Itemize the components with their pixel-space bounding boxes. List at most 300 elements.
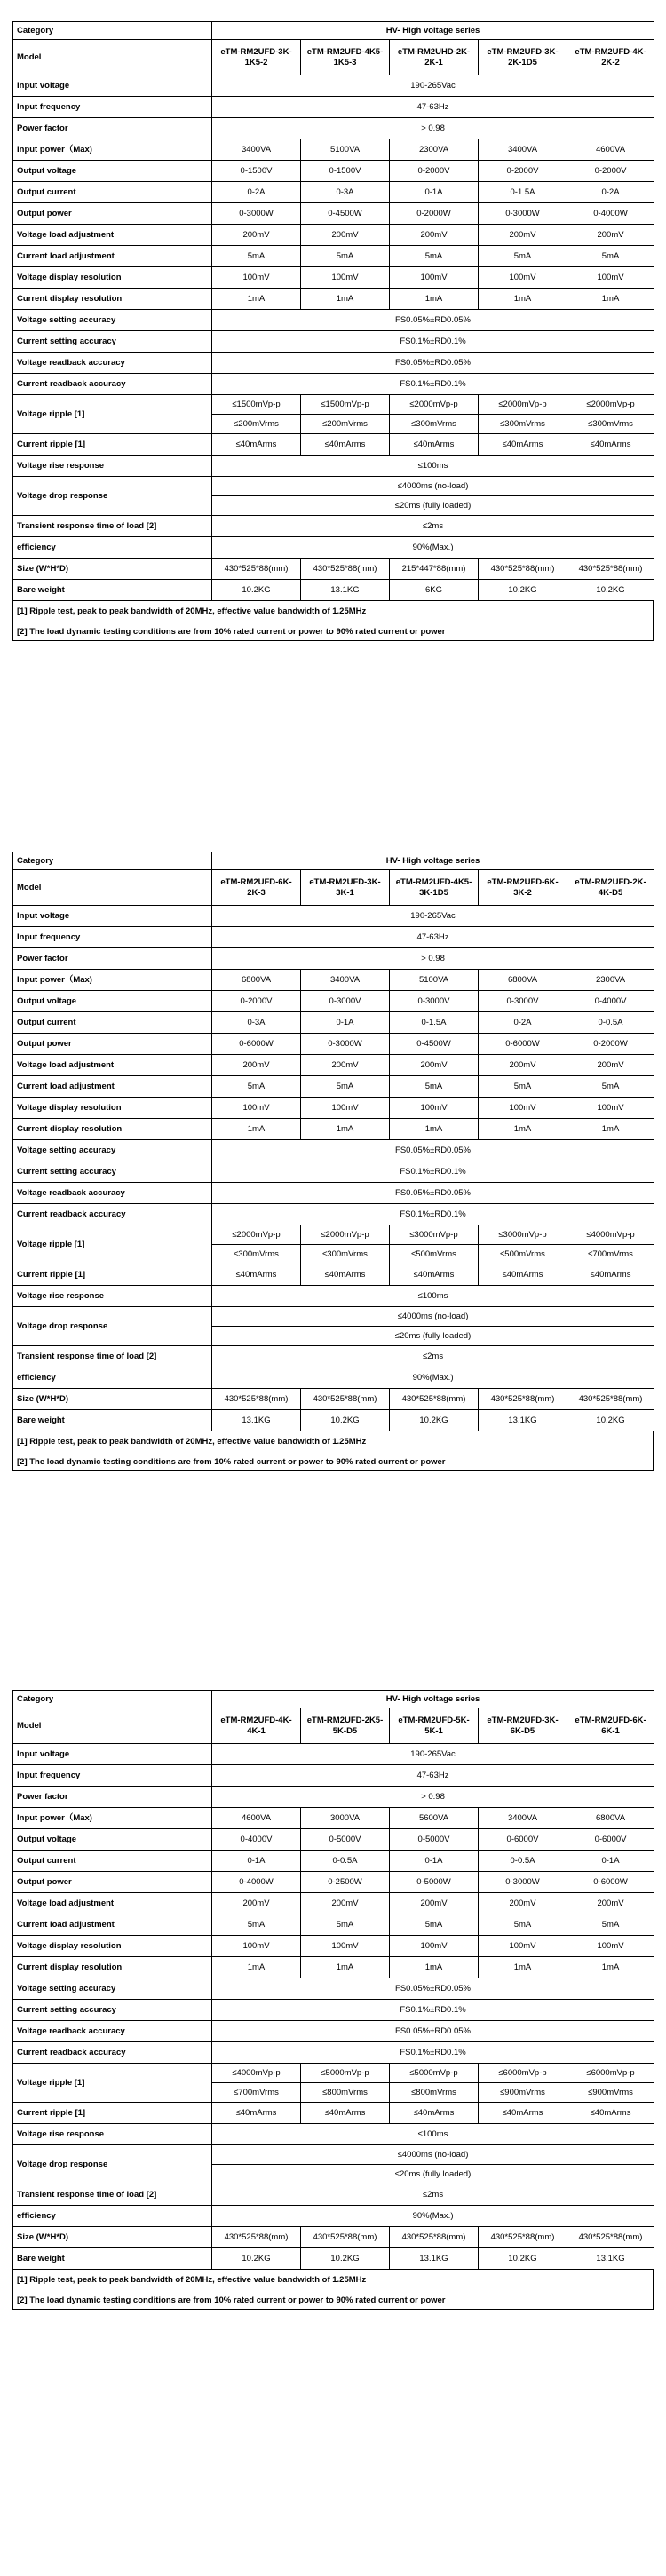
spec-value: 10.2KG <box>390 1410 479 1431</box>
spec-table <box>12 852 654 1431</box>
spec-value: ≤800mVrms <box>390 2083 479 2103</box>
spec-value-merged: FS0.05%±RD0.05% <box>212 2021 654 2042</box>
spec-value: 5mA <box>567 1914 654 1936</box>
spec-value: 1mA <box>390 1119 479 1140</box>
spec-value: 100mV <box>212 267 301 289</box>
spec-row <box>13 1076 654 1098</box>
model-name: eTM-RM2UFD-3K-1K5-2 <box>212 40 301 75</box>
spec-label: Output voltage <box>13 161 212 182</box>
spec-label: Input power（Max) <box>13 139 212 161</box>
spec-value: ≤300mVrms <box>567 415 654 434</box>
spec-label: Current display resolution <box>13 1119 212 1140</box>
spec-value: ≤40mArms <box>212 1264 301 1286</box>
spec-value: 100mV <box>567 1936 654 1957</box>
spec-row <box>13 1140 654 1161</box>
footnote: [2] The load dynamic testing conditions are from 10% rated current or power to 90% rated current or power <box>17 627 446 637</box>
spec-value: ≤300mVrms <box>479 415 567 434</box>
spec-label: Current ripple [1] <box>13 2103 212 2124</box>
spec-row <box>13 1389 654 1410</box>
spec-label: Input voltage <box>13 75 212 97</box>
spec-value-merged: 47-63Hz <box>212 97 654 118</box>
spec-value: 430*525*88(mm) <box>479 559 567 580</box>
spec-row <box>13 331 654 353</box>
spec-value: 0-0.5A <box>301 1851 390 1872</box>
spec-table <box>12 1690 654 2270</box>
spec-value: 100mV <box>390 267 479 289</box>
spec-value: 1mA <box>390 1957 479 1978</box>
spec-value: 2300VA <box>390 139 479 161</box>
spec-label: Bare weight <box>13 1410 212 1431</box>
footnotes <box>12 601 654 641</box>
spec-value: ≤40mArms <box>567 2103 654 2124</box>
spec-table-block <box>12 1690 654 2310</box>
spec-label: Current setting accuracy <box>13 1161 212 1183</box>
spec-value: 3400VA <box>301 970 390 991</box>
spec-value-merged: ≤4000ms (no-load) <box>212 1307 654 1327</box>
spec-value: ≤40mArms <box>212 2103 301 2124</box>
spec-value: 200mV <box>479 1055 567 1076</box>
spec-value: ≤700mVrms <box>212 2083 301 2103</box>
spec-value: 200mV <box>301 225 390 246</box>
spec-value: ≤40mArms <box>301 1264 390 1286</box>
spec-label: Size (W*H*D) <box>13 559 212 580</box>
spec-value: 0-6000V <box>479 1829 567 1851</box>
spec-value: 5mA <box>479 1914 567 1936</box>
spec-value-merged: > 0.98 <box>212 948 654 970</box>
spec-row <box>13 1264 654 1286</box>
footnote: [1] Ripple test, peak to peak bandwidth of 20MHz, effective value bandwidth of 1.25MHz <box>17 2275 367 2285</box>
spec-value: 0-2000W <box>390 203 479 225</box>
spec-value: 0-1A <box>567 1851 654 1872</box>
spec-value: 5100VA <box>301 139 390 161</box>
model-name: eTM-RM2UFD-5K-5K-1 <box>390 1708 479 1744</box>
spec-value: 5mA <box>212 246 301 267</box>
spec-value: 5mA <box>479 1076 567 1098</box>
spec-value: 0-1500V <box>301 161 390 182</box>
spec-value: 1mA <box>212 1957 301 1978</box>
spec-value: 5100VA <box>390 970 479 991</box>
spec-value: 5mA <box>390 1914 479 1936</box>
spec-value: 0-1A <box>212 1851 301 1872</box>
spec-row <box>13 559 654 580</box>
spec-value: 10.2KG <box>479 580 567 601</box>
spec-value: ≤500mVrms <box>390 1245 479 1264</box>
spec-value: 0-4000W <box>212 1872 301 1893</box>
spec-value: ≤200mVrms <box>301 415 390 434</box>
spec-value: ≤2000mVp-p <box>479 395 567 415</box>
spec-value: 0-3000W <box>479 203 567 225</box>
spec-label: Voltage rise response <box>13 2124 212 2145</box>
spec-value: 13.1KG <box>301 580 390 601</box>
spec-value: 4600VA <box>567 139 654 161</box>
spec-value-merged: ≤20ms (fully loaded) <box>212 2165 654 2184</box>
spec-value: ≤40mArms <box>567 434 654 456</box>
spec-row <box>13 1851 654 1872</box>
spec-value: ≤40mArms <box>479 2103 567 2124</box>
spec-value: 13.1KG <box>567 2248 654 2270</box>
spec-row <box>13 1119 654 1140</box>
spec-value: 3400VA <box>212 139 301 161</box>
spec-label: Voltage rise response <box>13 1286 212 1307</box>
spec-value-merged: 190-265Vac <box>212 75 654 97</box>
spec-label: Output voltage <box>13 991 212 1012</box>
spec-row <box>13 1204 654 1225</box>
spec-label: Bare weight <box>13 580 212 601</box>
spec-row <box>13 1225 654 1245</box>
spec-row <box>13 2103 654 2124</box>
spec-row <box>13 1183 654 1204</box>
spec-row <box>13 1161 654 1183</box>
spec-value: 1mA <box>479 1957 567 1978</box>
spec-row <box>13 2124 654 2145</box>
header-row <box>13 22 654 40</box>
spec-row <box>13 139 654 161</box>
spec-row <box>13 1055 654 1076</box>
spec-value: ≤4000mVp-p <box>567 1225 654 1245</box>
spec-value: ≤200mVrms <box>212 415 301 434</box>
spec-label: Voltage ripple [1] <box>13 2064 212 2103</box>
spec-value: 430*525*88(mm) <box>301 2227 390 2248</box>
spec-value: 200mV <box>212 225 301 246</box>
spec-row <box>13 2184 654 2206</box>
spec-row <box>13 1914 654 1936</box>
spec-value: 200mV <box>567 1055 654 1076</box>
spec-value: 0-5000V <box>301 1829 390 1851</box>
spec-row <box>13 1829 654 1851</box>
spec-label: Current ripple [1] <box>13 434 212 456</box>
spec-value: 1mA <box>479 1119 567 1140</box>
spec-value: 0-1A <box>301 1012 390 1034</box>
header-row <box>13 1691 654 1708</box>
spec-value-merged: 47-63Hz <box>212 1765 654 1787</box>
spec-value-merged: 190-265Vac <box>212 906 654 927</box>
spec-row <box>13 2145 654 2165</box>
spec-label: Size (W*H*D) <box>13 1389 212 1410</box>
spec-row <box>13 1893 654 1914</box>
spec-value: 0-2500W <box>301 1872 390 1893</box>
spec-row <box>13 1346 654 1367</box>
spec-value: 0-0.5A <box>479 1851 567 1872</box>
spec-value: 0-4000W <box>567 203 654 225</box>
spec-row <box>13 161 654 182</box>
spec-row <box>13 2206 654 2227</box>
spec-value: ≤40mArms <box>390 1264 479 1286</box>
spec-label: efficiency <box>13 537 212 559</box>
spec-row <box>13 1936 654 1957</box>
spec-value: 0-3000V <box>301 991 390 1012</box>
spec-value: 0-6000W <box>567 1872 654 1893</box>
spec-row <box>13 1872 654 1893</box>
spec-value: 430*525*88(mm) <box>301 1389 390 1410</box>
spec-value-merged: FS0.1%±RD0.1% <box>212 374 654 395</box>
spec-value: 10.2KG <box>479 2248 567 2270</box>
model-name: eTM-RM2UFD-2K-4K-D5 <box>567 870 654 906</box>
spec-label: Input frequency <box>13 1765 212 1787</box>
spec-value-merged: > 0.98 <box>212 1787 654 1808</box>
spec-table <box>12 21 654 601</box>
footnote: [1] Ripple test, peak to peak bandwidth of 20MHz, effective value bandwidth of 1.25MHz <box>17 1437 367 1447</box>
spec-label: Bare weight <box>13 2248 212 2270</box>
spec-label: Input voltage <box>13 1744 212 1765</box>
spec-label: Voltage setting accuracy <box>13 1140 212 1161</box>
spec-label: Current display resolution <box>13 289 212 310</box>
spec-label: efficiency <box>13 1367 212 1389</box>
spec-value-merged: ≤2ms <box>212 1346 654 1367</box>
spec-label: Input frequency <box>13 927 212 948</box>
spec-label: Current readback accuracy <box>13 1204 212 1225</box>
category-label: Category <box>13 1691 212 1708</box>
spec-value: 5mA <box>301 1076 390 1098</box>
spec-value: 5mA <box>301 1914 390 1936</box>
spec-value: 0-3A <box>212 1012 301 1034</box>
header-row <box>13 852 654 870</box>
spec-value: 430*525*88(mm) <box>301 559 390 580</box>
spec-value: ≤40mArms <box>301 2103 390 2124</box>
spec-value: 0-2000V <box>212 991 301 1012</box>
spec-value-merged: ≤100ms <box>212 2124 654 2145</box>
spec-row <box>13 97 654 118</box>
spec-value: 0-3000W <box>301 1034 390 1055</box>
model-name: eTM-RM2UFD-3K-3K-1 <box>301 870 390 906</box>
spec-value: 6KG <box>390 580 479 601</box>
model-row <box>13 1708 654 1744</box>
spec-value: 430*525*88(mm) <box>390 2227 479 2248</box>
model-label: Model <box>13 40 212 75</box>
spec-row <box>13 2227 654 2248</box>
spec-label: Voltage display resolution <box>13 267 212 289</box>
spec-label: Power factor <box>13 118 212 139</box>
spec-value-merged: 90%(Max.) <box>212 537 654 559</box>
model-name: eTM-RM2UFD-4K-4K-1 <box>212 1708 301 1744</box>
spec-row <box>13 1098 654 1119</box>
spec-label: Voltage drop response <box>13 2145 212 2184</box>
spec-value: 1mA <box>301 1119 390 1140</box>
series-title: HV- High voltage series <box>212 1691 654 1708</box>
spec-value: ≤2000mVp-p <box>212 1225 301 1245</box>
spec-value: 430*525*88(mm) <box>390 1389 479 1410</box>
spec-label: Output power <box>13 203 212 225</box>
spec-value: ≤900mVrms <box>567 2083 654 2103</box>
spec-row <box>13 395 654 415</box>
model-name: eTM-RM2UFD-3K-6K-D5 <box>479 1708 567 1744</box>
spec-value-merged: 90%(Max.) <box>212 2206 654 2227</box>
model-name: eTM-RM2UFD-6K-3K-2 <box>479 870 567 906</box>
spec-value-merged: FS0.1%±RD0.1% <box>212 1161 654 1183</box>
spec-value: 100mV <box>390 1936 479 1957</box>
spec-value-merged: ≤100ms <box>212 1286 654 1307</box>
spec-label: Output power <box>13 1872 212 1893</box>
spec-value: ≤300mVrms <box>301 1245 390 1264</box>
spec-value: 5600VA <box>390 1808 479 1829</box>
spec-row <box>13 948 654 970</box>
spec-label: Voltage load adjustment <box>13 1893 212 1914</box>
spec-label: Current setting accuracy <box>13 2000 212 2021</box>
footnote: [2] The load dynamic testing conditions are from 10% rated current or power to 90% rated current or power <box>17 2295 446 2305</box>
model-name: eTM-RM2UFD-6K-6K-1 <box>567 1708 654 1744</box>
spec-value: 100mV <box>567 1098 654 1119</box>
spec-value: 0-4500W <box>390 1034 479 1055</box>
spec-value: 200mV <box>390 225 479 246</box>
spec-value: ≤2000mVp-p <box>567 395 654 415</box>
spec-value-merged: FS0.05%±RD0.05% <box>212 1140 654 1161</box>
spec-value: 5mA <box>212 1076 301 1098</box>
spec-value: 13.1KG <box>212 1410 301 1431</box>
spec-row <box>13 1307 654 1327</box>
spec-row <box>13 434 654 456</box>
spec-value: 6800VA <box>479 970 567 991</box>
spec-value: 10.2KG <box>567 580 654 601</box>
spec-value: 10.2KG <box>212 2248 301 2270</box>
spec-row <box>13 991 654 1012</box>
series-title: HV- High voltage series <box>212 852 654 870</box>
spec-value: ≤6000mVp-p <box>567 2064 654 2083</box>
spec-value: 0-1.5A <box>390 1012 479 1034</box>
spec-value-merged: > 0.98 <box>212 118 654 139</box>
spec-value: ≤5000mVp-p <box>301 2064 390 2083</box>
model-label: Model <box>13 870 212 906</box>
spec-row <box>13 456 654 477</box>
spec-row <box>13 1744 654 1765</box>
spec-value: 0-1A <box>390 182 479 203</box>
spec-label: Voltage readback accuracy <box>13 1183 212 1204</box>
spec-label: Voltage load adjustment <box>13 225 212 246</box>
spec-value: 100mV <box>212 1098 301 1119</box>
spec-row <box>13 118 654 139</box>
spec-value: 13.1KG <box>390 2248 479 2270</box>
spec-row <box>13 906 654 927</box>
spec-row <box>13 182 654 203</box>
spec-value-merged: FS0.1%±RD0.1% <box>212 1204 654 1225</box>
spec-value: 0-4500W <box>301 203 390 225</box>
spec-value: 200mV <box>212 1893 301 1914</box>
spec-value: 430*525*88(mm) <box>567 559 654 580</box>
spec-value: 200mV <box>479 225 567 246</box>
model-name: eTM-RM2UFD-4K5-1K5-3 <box>301 40 390 75</box>
spec-label: Input power（Max) <box>13 1808 212 1829</box>
spec-value: 5mA <box>390 1076 479 1098</box>
spec-value-merged: ≤20ms (fully loaded) <box>212 496 654 516</box>
spec-value: ≤800mVrms <box>301 2083 390 2103</box>
spec-label: Current load adjustment <box>13 1914 212 1936</box>
spec-value: 10.2KG <box>301 1410 390 1431</box>
spec-label: Output current <box>13 182 212 203</box>
spec-value: ≤6000mVp-p <box>479 2064 567 2083</box>
series-title: HV- High voltage series <box>212 22 654 40</box>
footnotes <box>12 1431 654 1471</box>
spec-value: 100mV <box>301 1936 390 1957</box>
spec-row <box>13 1286 654 1307</box>
spec-value: 200mV <box>479 1893 567 1914</box>
model-name: eTM-RM2UFD-4K5-3K-1D5 <box>390 870 479 906</box>
spec-value: 200mV <box>390 1893 479 1914</box>
spec-value-merged: ≤2ms <box>212 516 654 537</box>
spec-row <box>13 1012 654 1034</box>
spec-label: Transient response time of load [2] <box>13 2184 212 2206</box>
spec-value: 430*525*88(mm) <box>212 2227 301 2248</box>
spec-label: Voltage readback accuracy <box>13 2021 212 2042</box>
spec-row <box>13 289 654 310</box>
spec-value: 0-3000V <box>479 991 567 1012</box>
spec-label: Power factor <box>13 1787 212 1808</box>
spec-value: 215*447*88(mm) <box>390 559 479 580</box>
spec-value: 100mV <box>301 1098 390 1119</box>
spec-value: ≤500mVrms <box>479 1245 567 1264</box>
spec-value: 100mV <box>390 1098 479 1119</box>
model-name: eTM-RM2UFD-2K5-5K-D5 <box>301 1708 390 1744</box>
spec-row <box>13 2042 654 2064</box>
spec-value: 0-2000V <box>567 161 654 182</box>
spec-label: Current load adjustment <box>13 1076 212 1098</box>
spec-value: ≤2000mVp-p <box>390 395 479 415</box>
spec-value-merged: FS0.1%±RD0.1% <box>212 331 654 353</box>
spec-value-merged: 190-265Vac <box>212 1744 654 1765</box>
spec-value: 430*525*88(mm) <box>479 1389 567 1410</box>
model-name: eTM-RM2UHD-2K-2K-1 <box>390 40 479 75</box>
spec-value: ≤1500mVp-p <box>212 395 301 415</box>
spec-row <box>13 246 654 267</box>
spec-row <box>13 1978 654 2000</box>
spec-row <box>13 1410 654 1431</box>
spec-value: 1mA <box>479 289 567 310</box>
spec-value: 0-6000W <box>212 1034 301 1055</box>
spec-value-merged: FS0.05%±RD0.05% <box>212 1183 654 1204</box>
spec-table-block <box>12 21 654 641</box>
spec-value: 100mV <box>212 1936 301 1957</box>
spec-value: ≤40mArms <box>301 434 390 456</box>
spec-value: 1mA <box>301 289 390 310</box>
spec-label: Current readback accuracy <box>13 2042 212 2064</box>
spec-label: Current display resolution <box>13 1957 212 1978</box>
spec-value: 0-1500V <box>212 161 301 182</box>
spec-value: 6800VA <box>567 1808 654 1829</box>
spec-value: 5mA <box>301 246 390 267</box>
spec-value: 0-4000V <box>567 991 654 1012</box>
spec-row <box>13 1957 654 1978</box>
spec-label: Voltage readback accuracy <box>13 353 212 374</box>
spec-value: 200mV <box>301 1055 390 1076</box>
spec-value: 0-1A <box>390 1851 479 1872</box>
spec-value: 0-3A <box>301 182 390 203</box>
spec-value: 10.2KG <box>567 1410 654 1431</box>
spec-value-merged: FS0.05%±RD0.05% <box>212 1978 654 2000</box>
spec-value: 430*525*88(mm) <box>212 1389 301 1410</box>
spec-value-merged: ≤4000ms (no-load) <box>212 477 654 496</box>
footnote: [1] Ripple test, peak to peak bandwidth of 20MHz, effective value bandwidth of 1.25MHz <box>17 606 367 616</box>
spec-row <box>13 2021 654 2042</box>
spec-value: 3400VA <box>479 1808 567 1829</box>
spec-value: ≤300mVrms <box>212 1245 301 1264</box>
spec-value: 430*525*88(mm) <box>567 2227 654 2248</box>
spec-value: 1mA <box>567 289 654 310</box>
spec-value: 1mA <box>567 1957 654 1978</box>
spec-value: 0-3000W <box>212 203 301 225</box>
spec-value: 3000VA <box>301 1808 390 1829</box>
spec-label: Voltage load adjustment <box>13 1055 212 1076</box>
spec-value-merged: FS0.1%±RD0.1% <box>212 2042 654 2064</box>
spec-row <box>13 353 654 374</box>
spec-value-merged: FS0.05%±RD0.05% <box>212 353 654 374</box>
spec-value: 6800VA <box>212 970 301 991</box>
spec-row <box>13 580 654 601</box>
spec-value: 2300VA <box>567 970 654 991</box>
spec-label: Input power（Max) <box>13 970 212 991</box>
spec-value-merged: ≤100ms <box>212 456 654 477</box>
model-name: eTM-RM2UFD-4K-2K-2 <box>567 40 654 75</box>
spec-label: Input voltage <box>13 906 212 927</box>
spec-value: 1mA <box>301 1957 390 1978</box>
model-name: eTM-RM2UFD-6K-2K-3 <box>212 870 301 906</box>
spec-value: 0-2A <box>479 1012 567 1034</box>
